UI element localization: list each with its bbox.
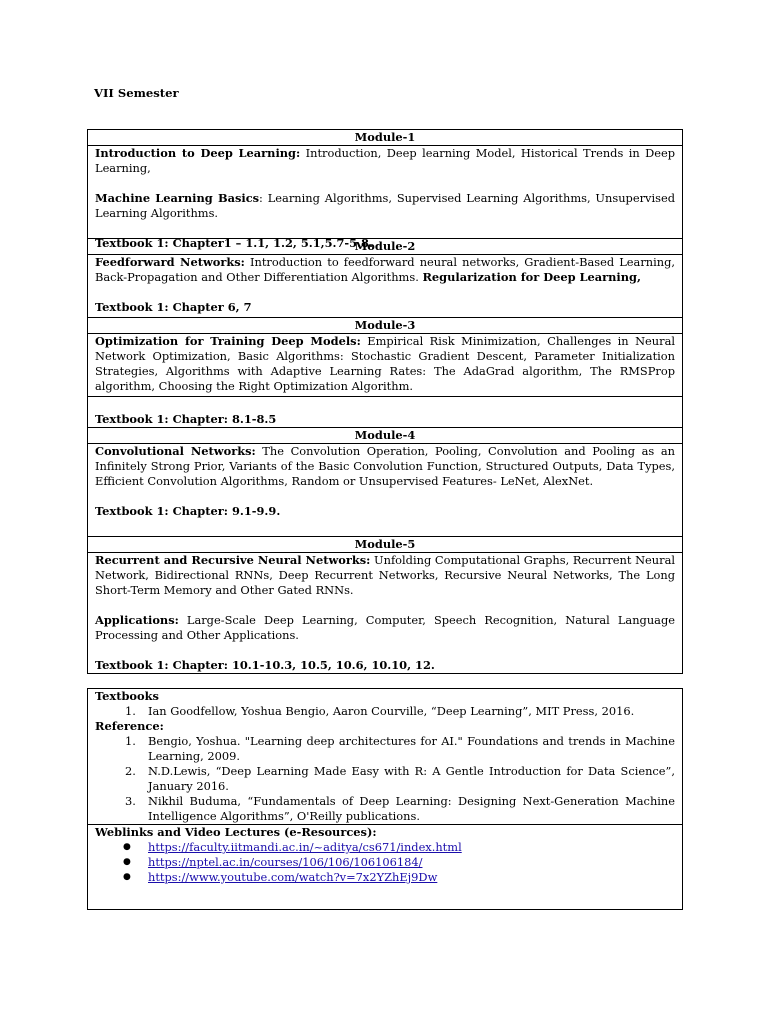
reference-list <box>95 734 675 824</box>
module-4-para-1: Convolutional Networks: The Convolution Operation, Pooling, Convolution and Pooling as an Infinitely Strong Prior, Variants of the Basic Convolution Function, Structured Outputs, Data Types, Efficient Convolution Algorithms, Random or Unsupervised Features- LeNet, AlexNet. <box>95 444 675 488</box>
module-1-para-1: Introduction to Deep Learning: Introduction, Deep learning Model, Historical Trends in Deep Learning, <box>95 146 675 175</box>
reference-item: 2. N.D.Lewis, “Deep Learning Made Easy with R: A Gentle Introduction for Data Science”, January 2016. <box>125 764 675 793</box>
weblink-item <box>95 840 675 855</box>
module-5-heading: Module-5 <box>88 536 682 553</box>
module-5-body <box>88 553 682 673</box>
module-3-heading: Module-3 <box>88 317 682 334</box>
module-5-textbook: Textbook 1: Chapter: 10.1-10.3, 10.5, 10.6, 10.10, 12. <box>95 658 435 672</box>
module-3-body <box>88 334 682 397</box>
weblinks-section <box>88 825 682 885</box>
module-5-para-2: Applications: Large-Scale Deep Learning, Computer, Speech Recognition, Natural Language Processing and Other Applications. <box>95 613 675 642</box>
bullet-icon: ● <box>123 872 131 882</box>
module-1-textbook: Textbook 1: Chapter1 – 1.1, 1.2, 5.1,5.7-5.8. <box>95 236 373 250</box>
module-5-para-1: Recurrent and Recursive Neural Networks: Unfolding Computational Graphs, Recurrent Neural Network, Bidirectional RNNs, Deep Recurrent Networks, Recursive Neural Networks, The Long Short-Term Memory and Other Gated RNNs. <box>95 553 676 597</box>
modules-table <box>87 129 683 674</box>
module-4-textbook: Textbook 1: Chapter: 9.1-9.9. <box>95 504 281 518</box>
reference-item: 1. Bengio, Yoshua. "Learning deep architectures for AI." Foundations and trends in Machine Learning, 2009. <box>125 734 675 763</box>
weblinks-title: Weblinks and Video Lectures (e-Resources): <box>95 825 377 839</box>
weblink-youtube[interactable]: https://www.youtube.com/watch?v=7x2YZhEj9Dw <box>148 870 438 884</box>
module-4-body <box>88 444 682 536</box>
module-1-heading: Module-1 <box>88 130 682 146</box>
module-2-textbook: Textbook 1: Chapter 6, 7 <box>95 300 252 314</box>
semester-heading: VII Semester <box>94 86 179 100</box>
module-3-para-1: Optimization for Training Deep Models: Empirical Risk Minimization, Challenges in Neural Network Optimization, Basic Algorithms: Stochastic Gradient Descent, Parameter Initialization Strategies, Algorithms with Adaptive Learning Rates: The AdaGrad algorithm, The RMSProp algorithm, Choosing the Right Optimization Algorithm. <box>95 334 675 393</box>
reference-title: Reference: <box>95 719 164 733</box>
module-4-heading: Module-4 <box>88 427 682 444</box>
module-2-body <box>88 255 682 317</box>
resources-box <box>87 688 683 910</box>
textbooks-title: Textbooks <box>95 689 159 703</box>
weblinks-list <box>95 840 675 885</box>
module-3-textbook-row <box>88 397 682 427</box>
module-1-para-2: Machine Learning Basics: Learning Algorithms, Supervised Learning Algorithms, Unsupervised Learning Algorithms. <box>95 191 675 220</box>
weblink-nptel[interactable]: https://nptel.ac.in/courses/106/106/106106184/ <box>148 855 423 869</box>
module-2-heading: Module-2 <box>88 238 682 255</box>
bullet-icon: ● <box>123 842 131 852</box>
module-2-para-1: Feedforward Networks: Introduction to feedforward neural networks, Gradient-Based Learning, Back-Propagation and Other Differentiation Algorithms. Regularization for Deep Learning, <box>95 255 675 284</box>
textbooks-list <box>95 704 675 719</box>
textbooks-section <box>88 689 682 824</box>
weblink-iitmandi[interactable]: https://faculty.iitmandi.ac.in/~aditya/cs671/index.html <box>148 840 462 854</box>
module-3-textbook: Textbook 1: Chapter: 8.1-8.5 <box>95 412 277 426</box>
textbook-item: 1. Ian Goodfellow, Yoshua Bengio, Aaron Courville, “Deep Learning”, MIT Press, 2016. <box>125 704 635 718</box>
reference-item: 3. Nikhil Buduma, “Fundamentals of Deep Learning: Designing Next-Generation Machine Intelligence Algorithms”, O'Reilly publications. <box>125 794 675 823</box>
weblink-item <box>95 855 675 870</box>
bullet-icon: ● <box>123 857 131 867</box>
weblink-item <box>95 870 675 885</box>
